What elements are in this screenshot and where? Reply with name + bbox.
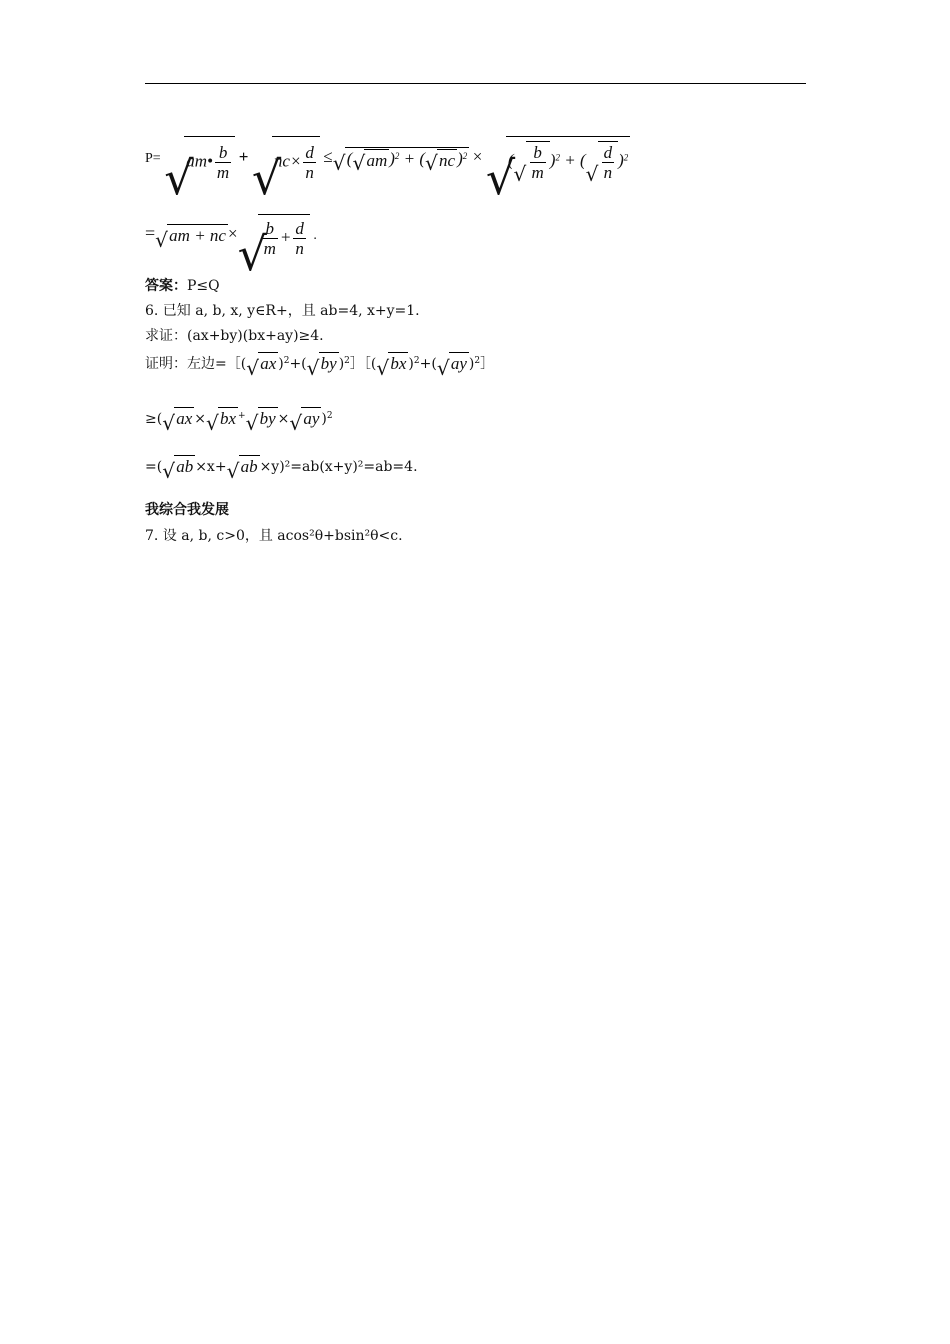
formula-p-line: P= √ am• $\frac{b}{m}$ + √ nc× $\frac{d}{n}$ ≤√ (√ am )$^2$ + (√ nc )$^2$ × √ ( √ $\frac{b}{m}$ )$^2$ + ( √ $\frac{d}{n}$ )$^2$ [145,136,630,182]
q6-prove: 求证：(ax+by)(bx+ay)≥4. [145,328,324,344]
formula-eq-line: =√ am + nc × √ $\frac{b}{m}$ + $\frac{d}{n}$ . [145,214,317,258]
header-rule [145,83,806,84]
q7-title: 7. 设 a, b, c>0，且 acos²θ+bsin²θ<c. [145,528,403,544]
answer-line: 答案：P≤Q [145,278,220,294]
section-title: 我综合我发展 [145,502,229,518]
q6-title: 6. 已知 a, b, x, y∈R+，且 ab=4, x+y=1. [145,303,420,319]
q6-proof-line1: 证明：左边=［(√ ax )$^2$+(√ by )$^2$］［(√ bx )$^2$+(√ ay )$^2$］ [145,352,494,376]
q6-proof-line2: ≥(√ ax ×√ bx +√ by ×√ ay )$^2$ [145,407,333,431]
q6-proof-line3: =(√ ab ×x+√ ab ×y)²=ab(x+y)²=ab=4. [145,455,418,479]
